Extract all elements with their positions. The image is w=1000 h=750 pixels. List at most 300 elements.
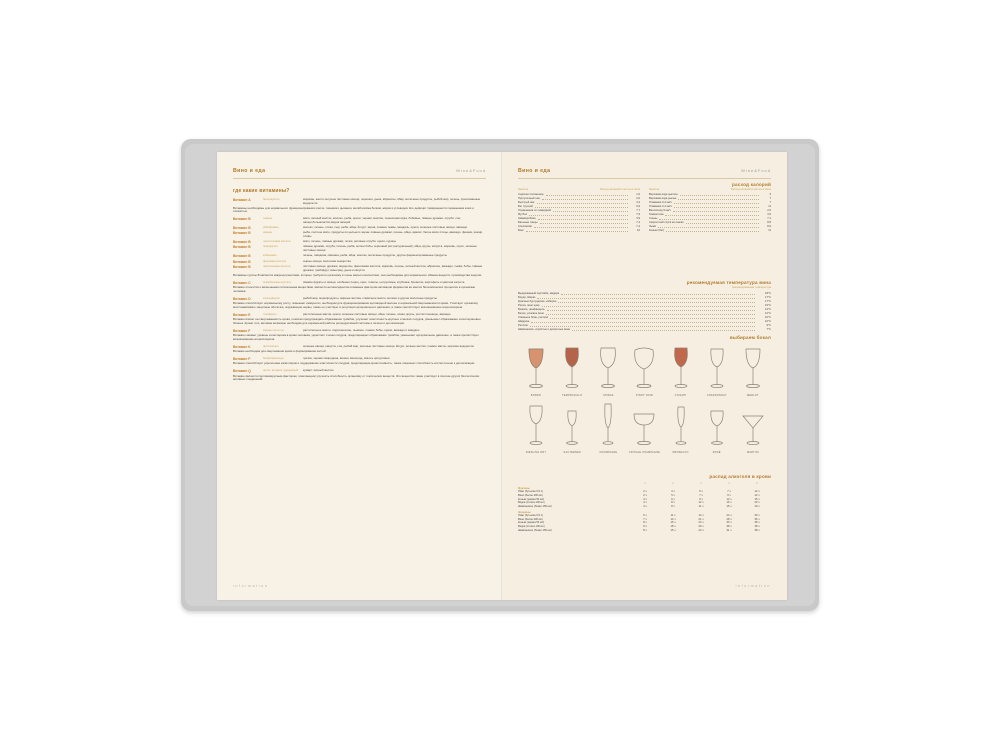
leader-dots bbox=[658, 225, 759, 228]
wine-glass-icon bbox=[702, 403, 732, 449]
left-page bbox=[217, 152, 502, 600]
leader-dots bbox=[542, 197, 628, 200]
martini-glass-icon bbox=[738, 403, 768, 449]
vitamin-sub: фолиевая кислота bbox=[263, 259, 287, 263]
wine-temp: 17°C bbox=[764, 296, 771, 300]
wine-name: Бордо, Шираз bbox=[518, 296, 536, 300]
wine-name: Рислинг bbox=[518, 324, 529, 328]
alcohol-group-men: Мужчины bbox=[518, 487, 530, 490]
calories-activity: Плавание 0,4 км/ч bbox=[649, 201, 672, 205]
drink-time: 38 ч bbox=[726, 525, 732, 528]
temperature-section bbox=[518, 280, 771, 332]
drink-time: 15 ч bbox=[726, 505, 732, 508]
alcohol-row bbox=[518, 505, 771, 509]
alcohol-col-head-blank bbox=[518, 482, 631, 485]
leader-dots bbox=[674, 201, 759, 204]
vitamin-sub: пиридоксин bbox=[263, 245, 278, 249]
drink-time: 2 ч bbox=[643, 490, 647, 493]
calories-activity: Бокс bbox=[518, 229, 524, 233]
calories-value: 7,7 bbox=[636, 209, 640, 213]
vitamin-name: Витамин B bbox=[233, 245, 251, 250]
vitamin-sources: листовые овощи, дрожжи, яндцеллы, фасолевая кислота, морковь, печень, яичный желток, абрикосы, авокадо, тыква, бобы, пивные дрожжи, грейпфрут, виноград, дыня и капуста bbox=[303, 264, 483, 272]
vitamin-sources: гречка, черная смородина, вишня, виноград, мякоть цитрусовых bbox=[303, 355, 390, 360]
drink-time: 14 ч bbox=[698, 513, 704, 517]
calories-row bbox=[649, 229, 771, 233]
drink-time: 30 ч bbox=[754, 513, 760, 517]
glass-label: MARTINI bbox=[746, 451, 759, 454]
drink-time: 4 ч bbox=[643, 497, 647, 501]
vitamin-sources: морковь, желто-петушьи листовые овощи, черешня, дыня, абрикосы, вбар, молочные продукты, рыбий жир, печень, прессованные водоросли bbox=[303, 197, 481, 205]
calories-activity: Бальные танцы bbox=[518, 221, 538, 225]
glass-item bbox=[554, 403, 590, 454]
drink-name: Водка (стопка 100 мл) bbox=[518, 525, 545, 528]
calories-activity: Коньки (бег) bbox=[649, 229, 665, 233]
drink-time: 5 ч bbox=[699, 490, 703, 493]
vitamin-sub: цитин, витамин чудодейный bbox=[263, 369, 299, 373]
drink-time: 23 ч bbox=[698, 521, 704, 525]
drink-name: Шампанское (бокал 150 мл) bbox=[518, 528, 552, 532]
drink-time: 7 ч bbox=[699, 493, 703, 497]
glass-label: ROSÉ bbox=[712, 451, 721, 454]
leader-dots bbox=[530, 324, 755, 327]
drink-time: 8 ч bbox=[671, 501, 675, 505]
wine-glass-icon bbox=[702, 346, 732, 392]
calories-column-left bbox=[518, 188, 640, 233]
drink-name: Водка (стопка 100 мл) bbox=[518, 501, 545, 505]
drink-name: Коньяк (рюмка 50 мл) bbox=[518, 521, 545, 525]
drink-time: 6 ч bbox=[671, 497, 675, 501]
wine-temp: 16°C bbox=[764, 304, 771, 308]
vitamin-row bbox=[233, 369, 486, 373]
leader-dots bbox=[546, 193, 628, 196]
vitamin-note: Витамины группы B являются микронутриентами, которые требуются организму в очень малых количествах, они необходимы для нормального обмена веществ, производства энергии. bbox=[233, 272, 483, 277]
leader-dots bbox=[674, 205, 759, 208]
glass-label: CHAMPAGNE bbox=[599, 451, 618, 454]
drink-time: 23 ч bbox=[698, 528, 704, 532]
vitamin-name: Витамин Q bbox=[233, 369, 251, 374]
calories-activity: Верховая езда цыплен bbox=[649, 193, 678, 196]
drink-time: 15 ч bbox=[754, 497, 760, 501]
vitamin-sub: токоферол bbox=[263, 312, 277, 316]
calories-value: 7,9 bbox=[636, 213, 640, 217]
vitamin-row bbox=[233, 329, 486, 333]
calories-value: 7,4 bbox=[636, 221, 640, 225]
glass-label: RIESLING DRY bbox=[525, 451, 547, 454]
alcohol-col-head: 3 bbox=[700, 482, 702, 485]
drink-time: 12 ч bbox=[698, 501, 704, 505]
glasses-row-1 bbox=[518, 346, 771, 397]
wine-temp: 7°C bbox=[766, 328, 771, 332]
wine-glass-icon bbox=[738, 346, 768, 392]
glass-item bbox=[663, 346, 699, 397]
book-cover-inner bbox=[185, 144, 815, 606]
drink-time: 5 ч bbox=[671, 493, 675, 497]
alcohol-section bbox=[518, 474, 771, 533]
drink-time: 3 ч bbox=[671, 490, 675, 493]
calories-value: 11 bbox=[768, 205, 771, 209]
calories-value: 3,6 bbox=[767, 213, 771, 217]
drink-time: 38 ч bbox=[754, 528, 760, 532]
glass-label: SAUTERNES bbox=[563, 451, 581, 454]
vitamin-sub: пантотеновая кислота bbox=[263, 239, 291, 243]
wine-temp: 10°C bbox=[764, 320, 771, 324]
vitamin-note: Витамин снижает уровень холестерина в крови человека, укрепляет стенки сосудов, предотвращает образование тромбов, уменьшает артериальное давление, а также препятствует возникновению атеросклероза. bbox=[233, 333, 479, 341]
vitamin-row bbox=[233, 357, 486, 361]
vitamin-name: Витамин A bbox=[233, 198, 251, 202]
glass-item bbox=[663, 403, 699, 454]
calories-row bbox=[518, 229, 640, 233]
vitamin-name: Витамин B bbox=[233, 259, 251, 264]
glasses-title: выбираем бокал bbox=[729, 335, 771, 340]
leader-dots bbox=[550, 316, 755, 319]
vitamin-sources: мясо, яичный желток, молоко, рыба, орехи, черная, маслах, пшеничная мука, бобовые, пивные дрожжи, отруби, соя, овощи,большинство видов овощей bbox=[303, 216, 461, 224]
vitamin-sub: биофлавоноиды bbox=[263, 356, 284, 360]
vitamin-row bbox=[233, 260, 486, 264]
calories-value: 4,4 bbox=[636, 201, 640, 205]
calories-value: 11 bbox=[768, 229, 771, 233]
vitamin-sources: мясо, печень, пивные дрожжи, почки, рисовые отруби, орехи, курица bbox=[303, 238, 396, 243]
drink-time: 6 ч bbox=[643, 513, 647, 517]
wine-name: Шампанское, игристые и десертные вина bbox=[518, 328, 570, 332]
glass-item bbox=[590, 346, 626, 397]
vitamin-sub: кобаламин bbox=[263, 254, 277, 258]
calories-activity: Плавание 2,4 км/ч bbox=[649, 205, 672, 209]
wine-temp: 10°C bbox=[764, 316, 771, 320]
alcohol-group-women: Женщины bbox=[518, 510, 531, 514]
calories-value: 7 bbox=[769, 201, 771, 205]
drink-time: 20 ч bbox=[754, 501, 760, 505]
vitamin-sources: растительное масло, подсолнечное, льняное, соевое бобы, орехи, авокадо и миндаль bbox=[303, 327, 420, 332]
calories-activity: Быстрый шаг bbox=[518, 201, 535, 205]
calories-value: 7,1 bbox=[767, 217, 771, 221]
vitamin-sub: ниацин bbox=[263, 231, 273, 235]
leader-dots bbox=[546, 312, 755, 315]
glass-item bbox=[590, 403, 626, 454]
vitamin-name: Витамин B bbox=[233, 231, 251, 236]
glass-label: PINOT NOIR bbox=[636, 394, 653, 397]
glasses-section bbox=[518, 335, 771, 454]
drink-time: 11 ч bbox=[670, 513, 676, 517]
vitamin-row bbox=[233, 240, 486, 244]
wine-glass-icon bbox=[557, 346, 587, 392]
glass-label: VINTAGE CHAMPAGNE bbox=[628, 451, 661, 454]
wine-name: Белое, розовое вино bbox=[518, 312, 544, 316]
calories-col-head-rate: Расход калорий в час на кг веса bbox=[599, 188, 640, 191]
vitamin-sub: филлохинон bbox=[263, 344, 279, 348]
calories-col-head-activity: Занятие bbox=[518, 188, 529, 191]
wine-glass-icon bbox=[593, 346, 623, 392]
vitamin-sub: пантогеновая кислота bbox=[263, 265, 291, 269]
vitamin-name: Витамин P bbox=[233, 356, 251, 361]
calories-activity: Упражнения со снарядной bbox=[518, 209, 551, 213]
drink-name: Шампанское (бокал 150 мл) bbox=[518, 505, 552, 508]
alcohol-col-head: 4 bbox=[728, 482, 730, 485]
wine-temp: 9°C bbox=[766, 324, 771, 328]
vitamin-sub: аскорбиновая кислота bbox=[263, 280, 291, 284]
calories-value: 10 bbox=[637, 229, 640, 233]
drink-time: 15 ч bbox=[670, 521, 676, 525]
vitamin-note: Витамин необходим для свертывания крови и формирования костей. bbox=[233, 349, 327, 354]
vitamin-sub: жирные кислоты bbox=[263, 328, 284, 332]
vitamin-note: Витамины необходимы для нормального функционирования клеток, тканевого дыхания, метаболизма белков, жиров и углеводов. Его дефицит привращается поражением кожи и слизистых. bbox=[233, 205, 474, 214]
left-page-footer bbox=[233, 584, 486, 588]
glass-item bbox=[735, 403, 771, 454]
calories-activity: Лыжи bbox=[649, 225, 656, 229]
vitamin-name: Витамин B bbox=[233, 254, 251, 259]
calories-activity: Велосипед 9 км/ч bbox=[649, 209, 671, 213]
vitamin-name: Витамин B bbox=[233, 225, 251, 230]
vitamin-row bbox=[233, 231, 486, 238]
drink-time: 12 ч bbox=[754, 493, 760, 497]
book-spread bbox=[217, 152, 787, 600]
leader-dots bbox=[534, 225, 628, 228]
leader-dots bbox=[538, 217, 629, 220]
drink-time: 29 ч bbox=[698, 525, 704, 528]
left-page-header bbox=[233, 168, 486, 174]
drink-time: 8 ч bbox=[643, 521, 647, 525]
champagne-flute-icon bbox=[666, 403, 696, 449]
left-page-brand: Wine&Food bbox=[456, 168, 486, 173]
leader-dots bbox=[572, 328, 755, 331]
calories-activity: Бег трусцой bbox=[518, 205, 533, 209]
calories-value: 7 bbox=[769, 197, 771, 201]
wine-temp: 12°C bbox=[764, 312, 771, 316]
alcohol-col-head: 1 bbox=[644, 482, 646, 485]
temperature-row bbox=[518, 328, 771, 332]
drink-time: 18 ч bbox=[670, 525, 676, 528]
drink-name: Коньяк (рюмка 50 мл) bbox=[518, 497, 545, 501]
vitamin-sub: тиамин bbox=[263, 217, 273, 221]
leader-dots bbox=[659, 217, 759, 220]
vitamin-note: Витамин относится к жизненными питательным веществам, является антиоксидантом и важным фактором активации ферментов во многих биохимических процессах в организме человека. bbox=[233, 285, 476, 293]
leader-dots bbox=[537, 201, 628, 204]
glass-item bbox=[554, 346, 590, 397]
calories-activity: Скоростной спуск на лыжах bbox=[649, 221, 684, 225]
leader-dots bbox=[558, 300, 755, 303]
drink-time: 16 ч bbox=[726, 501, 732, 505]
book-cover bbox=[181, 139, 819, 611]
vitamin-name: Витамин C bbox=[233, 280, 251, 285]
leader-dots bbox=[535, 205, 628, 208]
drink-time: 2 ч bbox=[643, 493, 647, 497]
drink-time: 8 ч bbox=[643, 528, 647, 532]
wine-temp: 17°C bbox=[764, 300, 771, 304]
glass-label: MERLOT bbox=[747, 394, 759, 397]
calories-activity: Прогулочный шаг, bbox=[518, 197, 541, 201]
leader-dots bbox=[526, 229, 628, 232]
calories-col-head-rate: Расход калорий в час на кг веса bbox=[730, 188, 771, 191]
calories-value: 8,9 bbox=[767, 225, 771, 229]
drink-name: Вино (белое 200 мл) bbox=[518, 493, 543, 497]
calories-col-head-activity: Занятие bbox=[649, 188, 660, 191]
calories-title-wrap bbox=[518, 182, 771, 187]
wine-temp: 18°C bbox=[764, 292, 771, 295]
leader-dots bbox=[678, 197, 759, 200]
vitamin-row bbox=[233, 254, 486, 258]
left-header-rule bbox=[233, 178, 486, 179]
glass-item bbox=[735, 346, 771, 397]
vitamin-name: Витамин B bbox=[233, 239, 251, 244]
wine-temp: 14°C bbox=[764, 308, 771, 312]
drink-time: 9 ч bbox=[643, 525, 647, 528]
alcohol-title: распад алкоголя в крови bbox=[709, 474, 771, 479]
right-footer-label: information bbox=[735, 584, 771, 588]
calories-value: 2,6 bbox=[636, 197, 640, 201]
vitamin-row bbox=[233, 245, 486, 252]
glass-item bbox=[699, 403, 735, 454]
vitamin-sources: зеленые овощи, капуста, соя, рыбий жир, зеленые листовые овощи, йогурт, яичные желтки, соевое масло, морские водоросли bbox=[303, 343, 474, 348]
drink-time: 4 ч bbox=[643, 501, 647, 505]
vitamin-row bbox=[233, 265, 486, 272]
leader-dots bbox=[666, 229, 759, 232]
vitamin-sources: печень, говядина, свинина, рыба, яйца, молоко, молочные продукты, другие ферментированные продукты bbox=[303, 253, 447, 258]
vitamin-sources: кумарт, яичный желток bbox=[303, 368, 334, 373]
alcohol-col-head: 5 bbox=[756, 482, 758, 485]
coupe-glass-icon bbox=[629, 403, 659, 449]
vitamin-note: Витамин влияет на свертываемость крови, помогая предупреждать образование тромбов, улучшает эластичность крупных и мелких сосудов, уменьшает образование холестериновых бляшек. Кроме того, витамин возможно необходим для нормальной работы репродуктивной системы и печени и детоксикации. bbox=[233, 317, 481, 325]
glass-item bbox=[626, 403, 662, 454]
drink-time: 24 ч bbox=[726, 513, 732, 517]
calories-value: 3,9 bbox=[636, 217, 640, 221]
calories-value: 3 bbox=[769, 193, 771, 196]
vitamin-note: Витамин способствует укреплению капилляров и поддержанию эластичности сосудов, предотвращая кровоточивость, также повышает способность клетки печени к детоксикации. bbox=[233, 361, 475, 366]
leader-dots bbox=[542, 304, 755, 307]
calories-value: 7,4 bbox=[636, 225, 640, 229]
calories-activity: Аквааэробика bbox=[518, 217, 536, 221]
temperature-subtitle: рекомендованная температура bbox=[731, 286, 771, 289]
calories-column-header bbox=[649, 188, 771, 191]
wine-glass-icon bbox=[629, 346, 659, 392]
drink-time: 13 ч bbox=[726, 497, 732, 501]
glasses-row-2 bbox=[518, 403, 771, 454]
alcohol-col-head: 2 bbox=[672, 482, 674, 485]
wine-name: Божоле, цинфандель bbox=[518, 308, 545, 312]
drink-time: 28 ч bbox=[726, 517, 732, 521]
left-footer-label: information bbox=[233, 584, 269, 588]
leader-dots bbox=[540, 221, 628, 224]
calories-table bbox=[518, 188, 771, 233]
drink-time: 36 ч bbox=[754, 517, 760, 521]
glass-label: BORDO bbox=[530, 394, 542, 397]
vitamin-row bbox=[233, 281, 486, 285]
leader-dots bbox=[680, 193, 759, 196]
calories-column-header bbox=[518, 188, 640, 191]
right-page-header bbox=[518, 168, 771, 174]
vitamin-row bbox=[233, 345, 486, 349]
wine-glass-icon bbox=[521, 346, 551, 392]
leader-dots bbox=[665, 213, 759, 216]
leader-dots bbox=[547, 308, 755, 311]
vitamin-sources: рыбий жир, морепродукты, жирные желтка, сливочное масло, молоко и другие молочные продукты bbox=[303, 295, 437, 300]
vitamin-sources: пивные дрожжи, отруби, печень, рыба, semен бобы, зерновый рис (натуральный), яйца, крупы, капуста, морковь, горох, зеленые листовые овощи bbox=[303, 244, 477, 253]
drink-time: 14 ч bbox=[670, 517, 676, 521]
wine-glass-icon bbox=[521, 403, 551, 449]
drink-time: 31 ч bbox=[726, 528, 732, 532]
vitamin-sources: молоко, печень, почки, сыр, рыба, яйца, йогурт, зерна, семена тыквы, миндаль, орехи, зеленые листовые овощи, авокадо bbox=[303, 224, 468, 229]
vitamin-name: Витамин D bbox=[233, 296, 251, 301]
drink-time: 30 ч bbox=[726, 521, 732, 525]
drink-time: 11 ч bbox=[698, 505, 704, 508]
drink-time: 8 ч bbox=[671, 505, 675, 508]
vitamin-row bbox=[233, 198, 486, 205]
vitamin-name: Витамин B bbox=[233, 265, 251, 270]
leader-dots bbox=[686, 221, 759, 224]
drink-time: 21 ч bbox=[698, 517, 704, 521]
calories-value: 8,8 bbox=[767, 221, 771, 225]
alcohol-row bbox=[518, 529, 771, 533]
drink-time: 19 ч bbox=[754, 505, 760, 508]
vitamin-sources: сырые овощи, молочная сыворотка bbox=[303, 258, 351, 263]
wine-name: Шардоне bbox=[518, 320, 530, 324]
left-page-title: Вино и еда bbox=[233, 168, 266, 174]
right-page-footer bbox=[518, 584, 771, 588]
leader-dots bbox=[529, 213, 628, 216]
vitamin-sources: свежие фрукты и овощи, особенно перец, орех, томаты, цитрусовые, клубника, брокколи, картофель и цветная капуста bbox=[303, 279, 465, 284]
leader-dots bbox=[553, 209, 628, 212]
vitamin-sub: рибофлавин bbox=[263, 225, 279, 229]
calories-value: 2,6 bbox=[767, 209, 771, 213]
vitamin-row bbox=[233, 226, 486, 230]
glass-item bbox=[518, 403, 554, 454]
drink-name: Вино (белое 200 мл) bbox=[518, 517, 543, 521]
drink-name: Пиво (бутылка 0,5 л) bbox=[518, 490, 544, 493]
leader-dots bbox=[537, 296, 755, 299]
calories-activity: Верховая езда рысью bbox=[649, 197, 677, 201]
right-header-rule bbox=[518, 178, 771, 179]
glass-label: PROSECCO bbox=[672, 451, 689, 454]
drink-time: 9 ч bbox=[699, 497, 703, 501]
vitamin-sources: растительные масла, орехи, зеленые листовые овощи, яйца, печень, злаки, крупы, ростки пшеницы, авокадо bbox=[303, 311, 451, 316]
leader-dots bbox=[561, 292, 755, 295]
leader-dots bbox=[673, 209, 759, 212]
vitamin-list bbox=[233, 198, 486, 385]
calories-activity: Гимнастика bbox=[649, 213, 664, 217]
glass-item bbox=[699, 346, 735, 397]
drink-time: 38 ч bbox=[754, 521, 760, 525]
wine-name: Совиньон блан, рислинг bbox=[518, 316, 549, 320]
leader-dots bbox=[531, 320, 755, 323]
calories-title: расход калорий bbox=[731, 182, 771, 187]
right-page bbox=[502, 152, 787, 600]
drink-time: 7 ч bbox=[643, 517, 647, 521]
vitamin-row bbox=[233, 217, 486, 224]
calories-activity: Сонны bbox=[649, 217, 658, 221]
vitamin-name: Витамин K bbox=[233, 344, 251, 349]
vitamin-row bbox=[233, 313, 486, 317]
vitamin-sub: кальциферол bbox=[263, 296, 280, 300]
calories-column-right bbox=[649, 188, 771, 233]
vitamin-note: Витамин способствует нормальному росту, повышает иммунитет, необходим для функционирования щитовидной железы и нормальной свертываемости крови. Участвует организму восстанавливать защитные оболочки, окружающие нервы, также он участвует в регуляции артериального давления, а также препятствует возникновению атеросклероза. bbox=[233, 301, 478, 309]
wine-glass-icon bbox=[557, 403, 587, 449]
calories-value: 1,0 bbox=[636, 193, 640, 196]
vitamin-name: Витамин F bbox=[233, 328, 251, 333]
calories-activity: Сидячее положение, bbox=[518, 193, 545, 196]
left-section-title: где какие витамины? bbox=[233, 188, 290, 194]
vitamin-note: Витамин является противовирусным фактором, помогающим улучшить способность организму от токсических веществ. Это вещество также участвует в синтезе других биологически активных соединений. bbox=[233, 373, 480, 382]
wine-glass-icon bbox=[666, 346, 696, 392]
calories-activity: Футбол bbox=[518, 213, 528, 217]
calories-activity: Альпинизм bbox=[518, 225, 532, 229]
wine-name: Риоха, пино нуар bbox=[518, 304, 540, 308]
glass-item bbox=[626, 346, 662, 397]
right-page-title: Вино и еда bbox=[518, 168, 551, 174]
calories-value: 6,9 bbox=[636, 205, 640, 209]
vitamin-name: Витамин E bbox=[233, 312, 251, 317]
glass-label: TEMPRANILLO bbox=[562, 394, 583, 397]
drink-time: 9 ч bbox=[727, 493, 731, 497]
champagne-flute-icon bbox=[593, 403, 623, 449]
drink-time: 48 ч bbox=[754, 525, 760, 528]
